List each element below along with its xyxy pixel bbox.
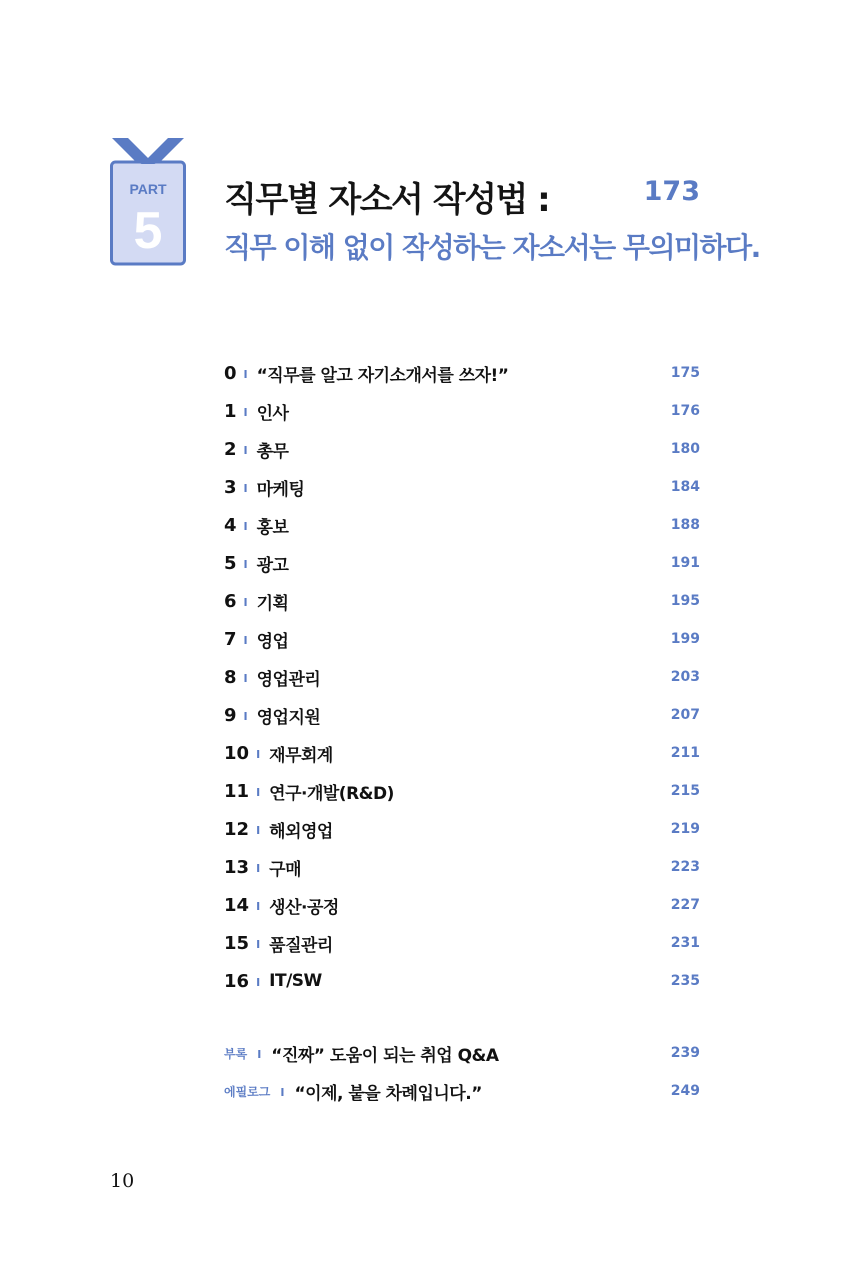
chapter-number: 1 [224, 400, 237, 422]
page-number: 176 [670, 403, 700, 419]
toc-list [224, 354, 700, 1000]
chapter-title: 광고 [256, 555, 289, 576]
appendix-row[interactable] [224, 1072, 700, 1110]
part-badge [110, 138, 186, 266]
separator: I [243, 481, 248, 495]
page-number: 231 [670, 935, 700, 951]
separator: I [243, 519, 248, 533]
chapter-title: 해외영업 [269, 821, 333, 842]
page-number: 191 [670, 555, 700, 571]
chapter-title: 영업관리 [256, 669, 321, 690]
page-number: 239 [670, 1045, 700, 1061]
appendix-prefix: 에필로그 [224, 1084, 271, 1099]
separator: I [256, 823, 261, 837]
appendix-title: “이제, 붙을 차례입니다.” [294, 1083, 482, 1104]
page-number: 175 [670, 365, 700, 381]
page-number: 215 [670, 783, 700, 799]
part-title: 직무별 자소서 작성법 : [224, 180, 550, 220]
separator: I [243, 557, 248, 571]
chapter-number: 11 [224, 780, 250, 802]
chapter-number: 14 [224, 894, 250, 916]
chapter-number: 5 [224, 552, 237, 574]
separator: I [243, 443, 248, 457]
page-number: 195 [670, 593, 700, 609]
page-folio: 10 [110, 1170, 135, 1192]
chapter-number: 3 [224, 476, 237, 498]
chapter-number: 9 [224, 704, 237, 726]
separator: I [243, 595, 248, 609]
appendix-title: “진짜” 도움이 되는 취업 Q&A [271, 1045, 499, 1066]
toc-row[interactable] [224, 658, 700, 696]
chapter-number: 4 [224, 514, 237, 536]
page-number: 249 [670, 1083, 700, 1099]
chapter-title: 품질관리 [269, 935, 333, 956]
toc-row[interactable] [224, 962, 700, 1000]
appendix-row[interactable] [224, 1034, 700, 1072]
chapter-title: 인사 [256, 403, 289, 424]
chapter-title: 홍보 [256, 517, 289, 538]
separator: I [256, 747, 261, 761]
chapter-number: 2 [224, 438, 237, 460]
page-number: 184 [670, 479, 700, 495]
separator: I [243, 709, 248, 723]
chapter-number: 10 [224, 742, 250, 764]
separator: I [256, 861, 261, 875]
chapter-number: 16 [224, 970, 250, 992]
appendix-list [224, 1034, 700, 1110]
appendix-prefix: 부록 [224, 1046, 248, 1061]
page-number: 207 [670, 707, 700, 723]
toc-row[interactable] [224, 886, 700, 924]
toc-row[interactable] [224, 354, 700, 392]
chapter-number: 7 [224, 628, 237, 650]
chapter-title: IT/SW [269, 971, 322, 991]
separator: I [243, 405, 248, 419]
toc-row[interactable] [224, 848, 700, 886]
toc-row[interactable] [224, 392, 700, 430]
chapter-title: 영업지원 [256, 707, 321, 728]
page-number: 235 [670, 973, 700, 989]
toc-row[interactable] [224, 810, 700, 848]
page-number: 223 [670, 859, 700, 875]
chapter-number: 12 [224, 818, 250, 840]
separator: I [280, 1085, 285, 1099]
toc-row[interactable] [224, 620, 700, 658]
page-number: 180 [670, 441, 700, 457]
chapter-title: 영업 [256, 631, 289, 652]
part-page-number: 173 [643, 176, 700, 207]
page-number: 219 [670, 821, 700, 837]
toc-row[interactable] [224, 772, 700, 810]
chapter-title: 마케팅 [256, 479, 305, 500]
toc-row[interactable] [224, 696, 700, 734]
separator: I [256, 785, 261, 799]
chapter-title: 총무 [256, 441, 289, 462]
badge-label: PART [129, 181, 167, 197]
chapter-number: 8 [224, 666, 237, 688]
chapter-number: 15 [224, 932, 250, 954]
page-number: 199 [670, 631, 700, 647]
toc-row[interactable] [224, 506, 700, 544]
chapter-title: 구매 [269, 859, 302, 880]
chapter-title: 생산·공정 [269, 897, 339, 918]
separator: I [243, 633, 248, 647]
chapter-number: 0 [224, 362, 237, 384]
page-number: 203 [670, 669, 700, 685]
chapter-title: “직무를 알고 자기소개서를 쓰자!” [256, 365, 509, 386]
toc-row[interactable] [224, 582, 700, 620]
separator: I [256, 899, 261, 913]
chapter-title: 재무회계 [269, 745, 333, 766]
chapter-title: 연구·개발(R&D) [269, 783, 394, 804]
toc-row[interactable] [224, 468, 700, 506]
lanyard-badge-icon [110, 138, 186, 266]
separator: I [243, 671, 248, 685]
toc-row[interactable] [224, 924, 700, 962]
page-number: 211 [670, 745, 700, 761]
toc-row[interactable] [224, 544, 700, 582]
page-number: 188 [670, 517, 700, 533]
chapter-number: 13 [224, 856, 250, 878]
part-subtitle: 직무 이해 없이 작성하는 자소서는 무의미하다. [224, 231, 760, 264]
badge-number: 5 [133, 202, 163, 260]
separator: I [243, 367, 248, 381]
separator: I [256, 975, 261, 989]
toc-row[interactable] [224, 430, 700, 468]
toc-row[interactable] [224, 734, 700, 772]
separator: I [257, 1047, 262, 1061]
chapter-number: 6 [224, 590, 237, 612]
page-number: 227 [670, 897, 700, 913]
separator: I [256, 937, 261, 951]
chapter-title: 기획 [256, 593, 289, 614]
